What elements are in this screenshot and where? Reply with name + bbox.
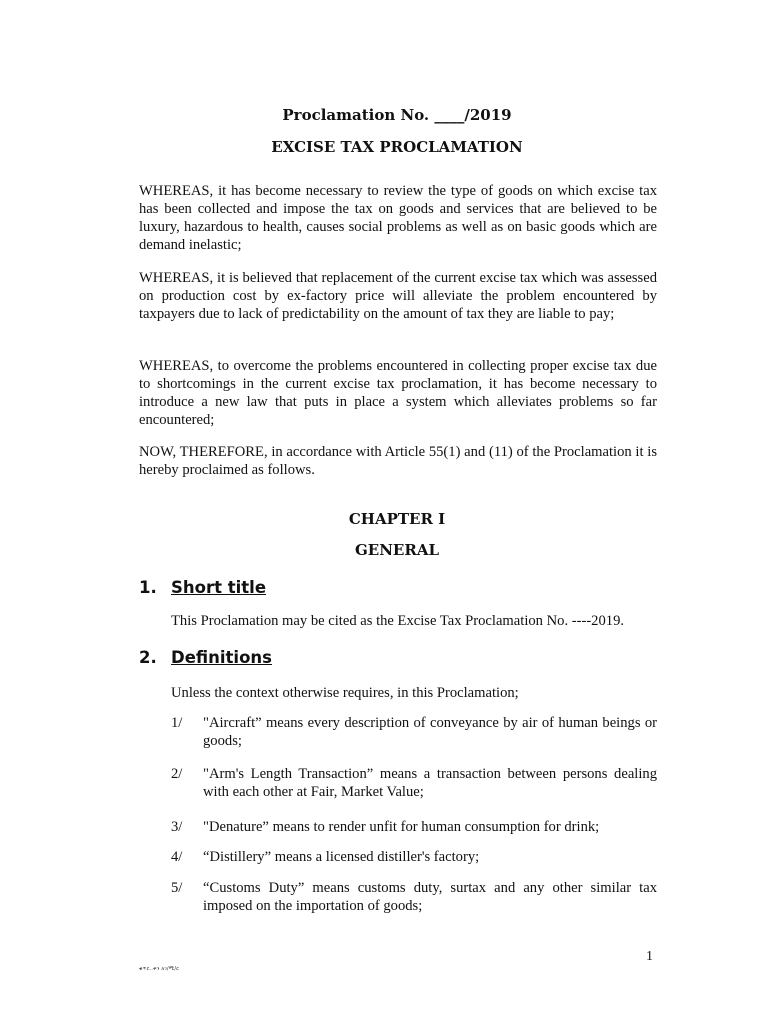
document-title: EXCISE TAX PROCLAMATION — [271, 138, 523, 156]
definition-text: “Distillery” means a licensed distiller's factory; — [203, 849, 480, 865]
section-number: 1. — [139, 578, 157, 597]
chapter-label: CHAPTER I — [348, 510, 446, 528]
definition-number: 2/ — [171, 766, 183, 782]
section-title: Definitions — [171, 648, 272, 667]
footer-mark: ቁጥር..ቀን ለገ/ሚ/ር — [139, 966, 180, 972]
definition-text: "Aircraft” means every description of conveyance by air of human beings or goods; — [203, 715, 657, 749]
definition-text: “Customs Duty” means customs duty, surtax and any other similar tax imposed on the importation of goods; — [203, 880, 657, 914]
preamble-paragraph: WHEREAS, it has become necessary to review the type of goods on which excise tax has been collected and impose the tax on goods and services that are believed to be luxury, hazardous to health, causes social problems as well as on basic goods which are demand inelastic; — [139, 183, 657, 253]
definition-item — [171, 879, 657, 915]
chapter-name: GENERAL — [354, 541, 440, 559]
section-number: 2. — [139, 648, 157, 667]
definition-number: 4/ — [171, 849, 183, 865]
definition-text: "Arm's Length Transaction” means a transaction between persons dealing with each other at Fair, Market Value; — [203, 766, 657, 800]
section-heading-short-title — [139, 578, 266, 597]
section-text: This Proclamation may be cited as the Excise Tax Proclamation No. ----2019. — [171, 613, 625, 629]
definition-item — [171, 818, 657, 836]
proclamation-number: Proclamation No. ____/2019 — [282, 106, 512, 124]
page-number: 1 — [646, 949, 653, 964]
section-title: Short title — [171, 578, 267, 597]
enacting-clause: NOW, THEREFORE, in accordance with Article 55(1) and (11) of the Proclamation it is hereby proclaimed as follows. — [139, 444, 657, 478]
definition-item — [171, 848, 657, 866]
section-heading-definitions — [139, 648, 272, 667]
definition-number: 1/ — [171, 715, 183, 731]
definition-text: "Denature” means to render unfit for human consumption for drink; — [203, 819, 600, 835]
definition-number: 5/ — [171, 880, 183, 896]
preamble-paragraph: WHEREAS, to overcome the problems encountered in collecting proper excise tax due to shortcomings in the current excise tax proclamation, it has become necessary to introduce a new law that puts in place a system which alleviates problems so far encountered; — [139, 358, 657, 428]
section-text: Unless the context otherwise requires, in this Proclamation; — [171, 685, 519, 701]
definition-number: 3/ — [171, 819, 183, 835]
preamble-paragraph: WHEREAS, it is believed that replacement of the current excise tax which was assessed on production cost by ex-factory price will alleviate the problem encountered by taxpayers due to lack of predictability on the amount of tax they are liable to pay; — [139, 270, 657, 322]
definition-item — [171, 714, 657, 750]
definition-item — [171, 765, 657, 801]
